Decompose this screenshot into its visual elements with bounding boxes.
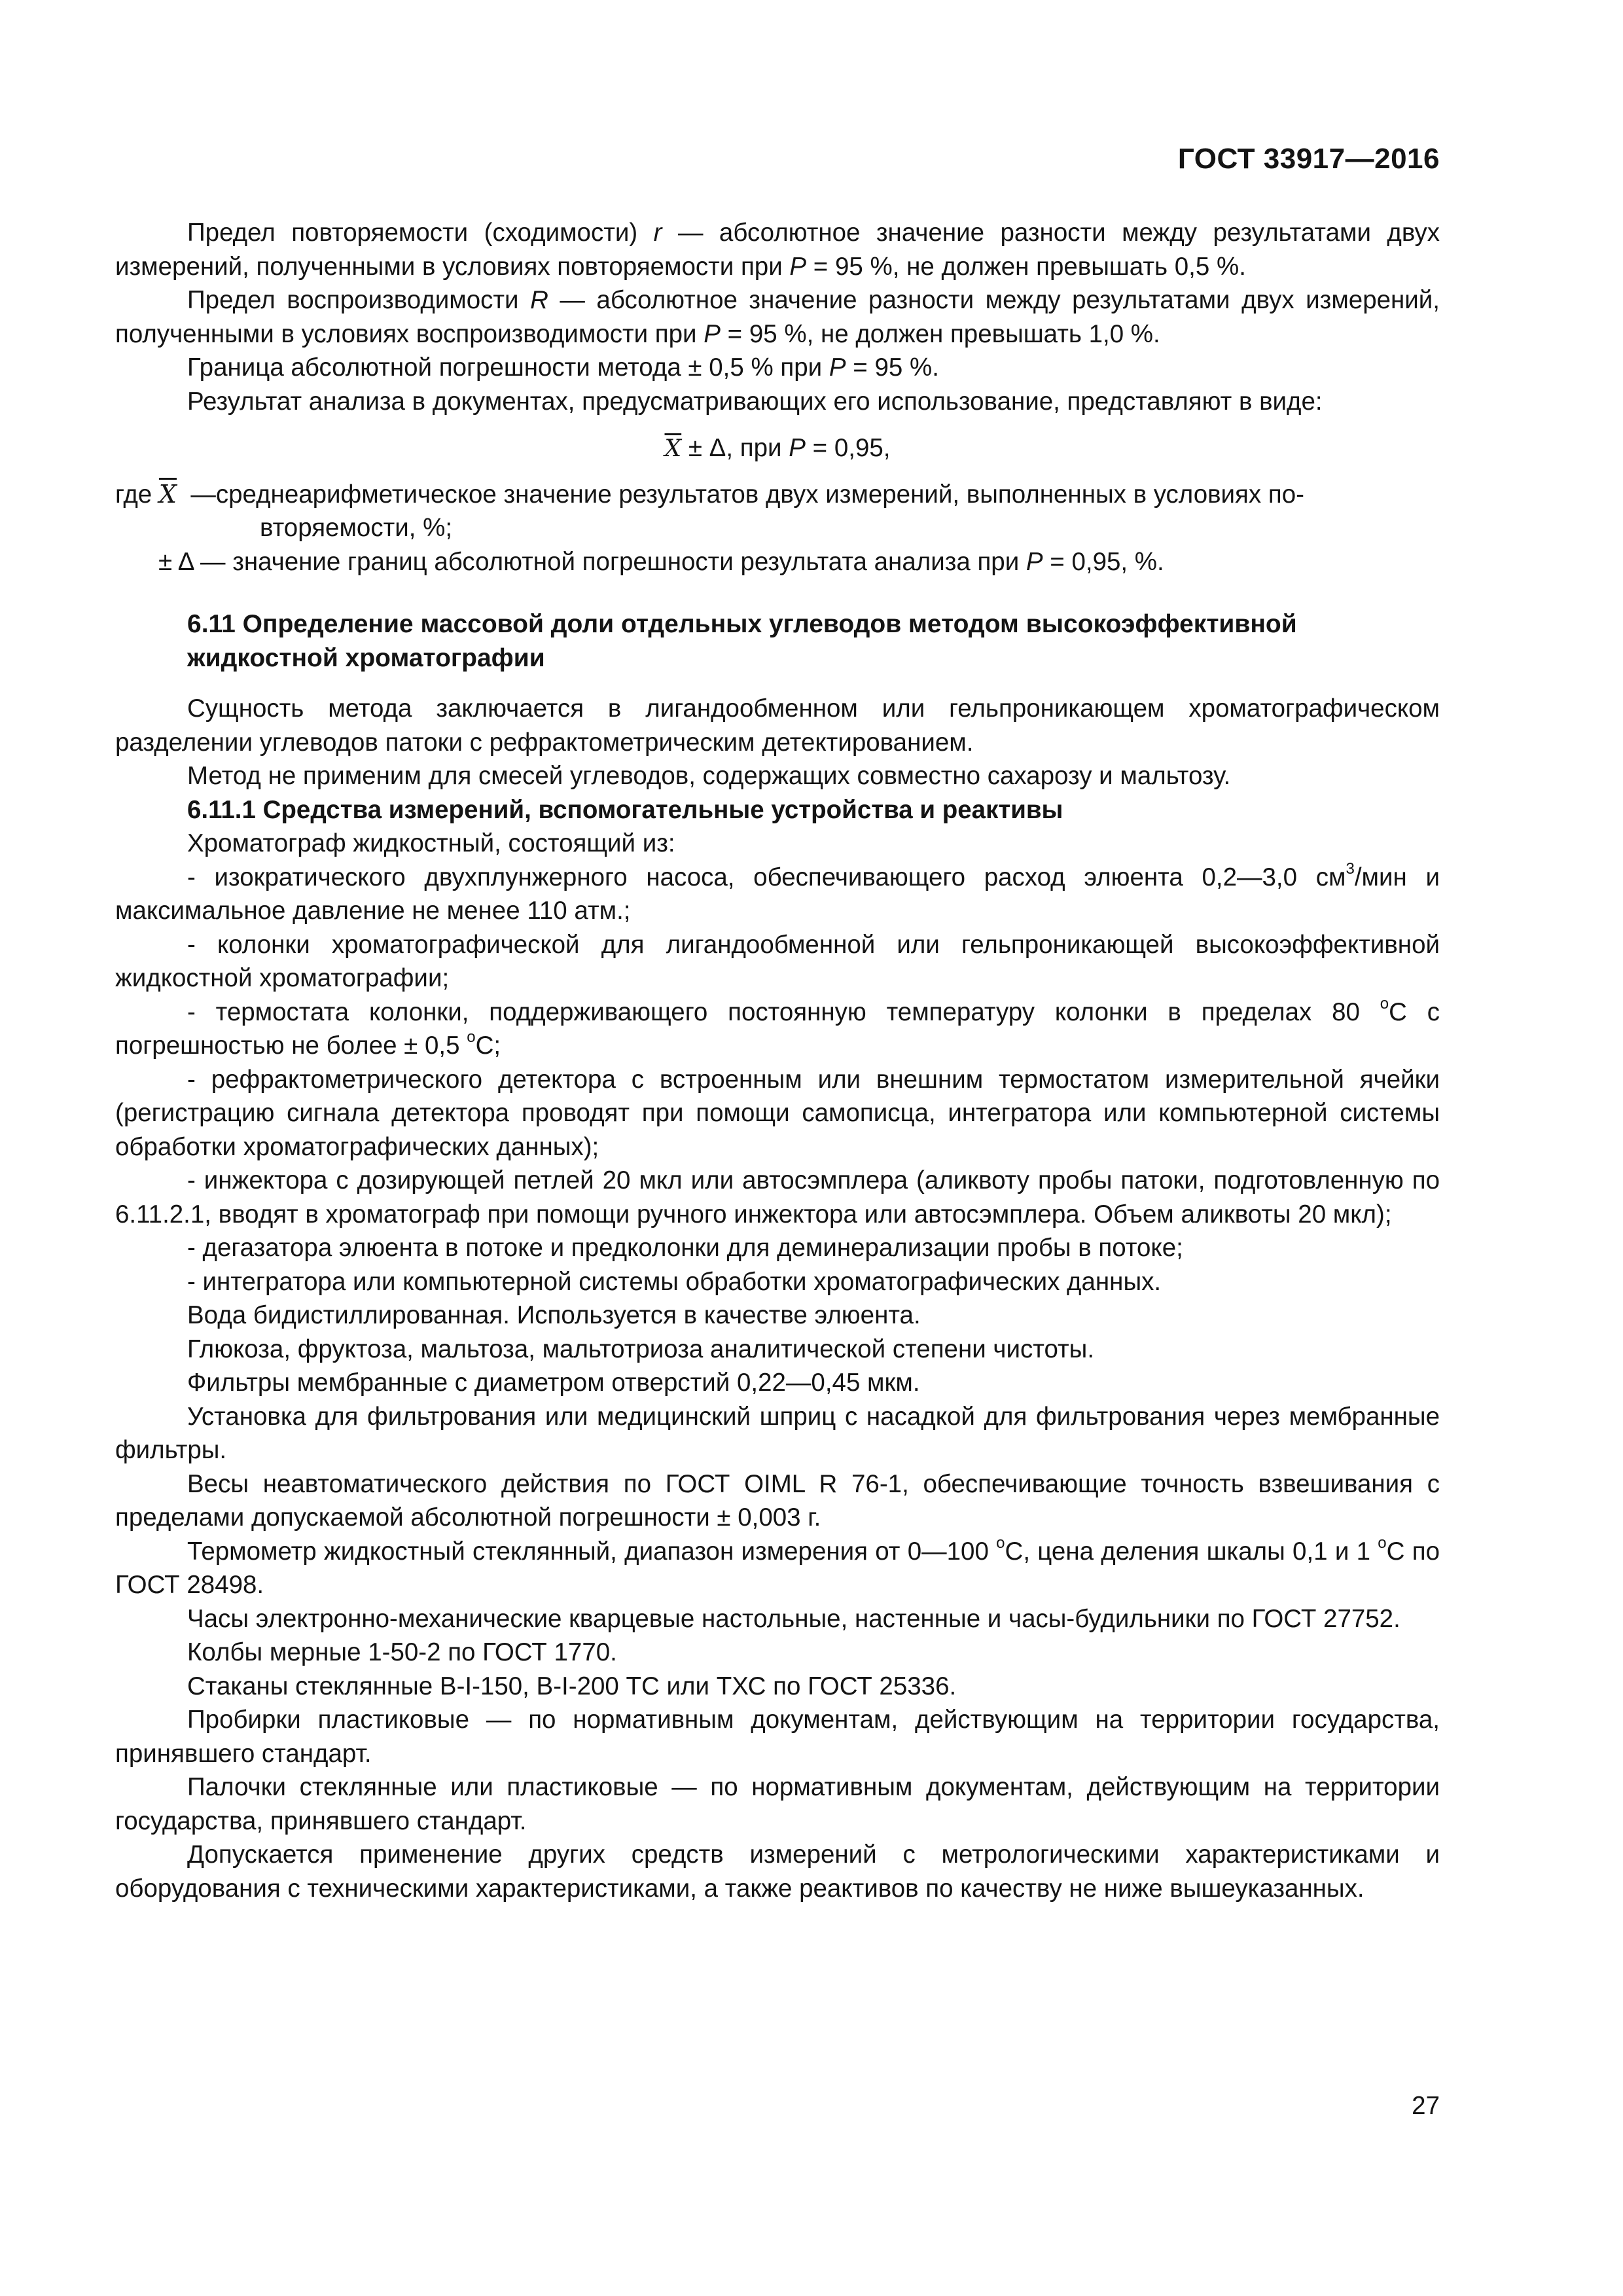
subsection-title-6-11-1: 6.11.1 Средства измерений, вспомогательные устройства и реактивы: [187, 795, 1063, 824]
definition-x-bar: где $\overline{X}$ — среднеарифметическое значение результатов двух измерений, выполненных в условиях по-: [115, 479, 1304, 509]
list-item-degasser: - дегазатора элюента в потоке и предколонки для деминерализации пробы в потоке;: [187, 1234, 1183, 1262]
paragraph-scales: Весы неавтоматического действия по ГОСТ OIML R 76-1, обеспечивающие точность взвешивания с пределами допускаемой абсолютной погрешности ± 0,003 г.: [115, 1469, 1440, 1532]
paragraph-beakers: Стаканы стеклянные В-I-150, В-I-200 ТС или ТХС по ГОСТ 25336.: [187, 1672, 957, 1700]
formula-definitions: [115, 478, 1440, 579]
list-item-pump: - изократического двухплунжерного насоса, обеспечивающего расход элюента 0,2—3,0 $см^3$/мин и максимальное давление не менее 110 атм.;: [115, 859, 1440, 925]
list-item-column: - колонки хроматографической для лигандообменной или гельпроникающей высокоэффективной жидкостной хроматографии;: [115, 930, 1440, 992]
paragraph-repeatability: Предел повторяемости (сходимости) r — абсолютное значение разности между результатами двух измерений, полученными в условиях повторяемости при P = 95 %, не должен превышать 0,5 %.: [115, 219, 1440, 281]
paragraph-chromatograph: Хроматограф жидкостный, состоящий из:: [187, 829, 675, 857]
page-number: 27: [1412, 2092, 1440, 2120]
section-title-6-11: 6.11 Определение массовой доли отдельных углеводов методом высокоэффективной жидкостной хроматографии: [187, 610, 1297, 672]
paragraph-sticks: Палочки стеклянные или пластиковые — по нормативным документам, действующим на территории государства, принявшего стандарт.: [115, 1773, 1440, 1835]
paragraph-thermometer: Термометр жидкостный стеклянный, диапазон измерения от 0—100 $^о$С, цена деления шкалы 0,1 и 1 $^о$С по ГОСТ 28498.: [115, 1534, 1440, 1599]
document-page: [115, 0, 1440, 2296]
paragraph-error-limit: Граница абсолютной погрешности метода ± 0,5 % при P = 95 %.: [187, 353, 939, 382]
paragraph-filters: Фильтры мембранные с диаметром отверстий 0,22—0,45 мкм.: [187, 1369, 920, 1397]
paragraph-flasks: Колбы мерные 1-50-2 по ГОСТ 1770.: [187, 1638, 617, 1666]
paragraph-water: Вода бидистиллированная. Используется в качестве элюента.: [187, 1301, 921, 1329]
paragraph-test-tubes: Пробирки пластиковые — по нормативным документам, действующим на территории государства, принявшего стандарт.: [115, 1706, 1440, 1768]
definition-x-bar-cont: вторяемости, %;: [260, 514, 453, 542]
document-body: [115, 216, 1440, 1905]
paragraph-method-limitation: Метод не применим для смесей углеводов, содержащих совместно сахарозу и мальтозу.: [187, 762, 1231, 790]
list-item-thermostat: - термостата колонки, поддерживающего постоянную температуру колонки в пределах 80 $^о$С с погрешностью не более ± 0,5 $^о$С;: [115, 994, 1440, 1060]
x-bar-symbol: $\overline{X}$: [158, 479, 177, 509]
definition-delta: ± Δ — значение границ абсолютной погрешности результата анализа при P = 0,95, %.: [158, 547, 1164, 576]
document-header: ГОСТ 33917—2016: [1177, 143, 1440, 175]
x-bar-symbol: $\overline{X}$: [664, 435, 682, 462]
paragraph-method-essence: Сущность метода заключается в лигандообменном или гельпроникающем хроматографическом разделении углеводов патоки с рефрактометрическим детектированием.: [115, 694, 1440, 757]
list-item-integrator: - интегратора или компьютерной системы обработки хроматографических данных.: [187, 1267, 1162, 1296]
paragraph-sugars: Глюкоза, фруктоза, мальтоза, мальтотриоза аналитической степени чистоты.: [187, 1335, 1095, 1363]
paragraph-filtration: Установка для фильтрования или медицинский шприц с насадкой для фильтрования через мембранные фильтры.: [115, 1402, 1440, 1464]
list-item-detector: - рефрактометрического детектора с встроенным или внешним термостатом измерительной ячейки (регистрацию сигнала детектора проводят при помощи самописца, интегратора или компьютерной системы обработки хроматографических данных);: [115, 1065, 1440, 1161]
paragraph-alternatives: Допускается применение других средств измерений с метрологическими характеристиками и оборудования с техническими характеристиками, а также реактивов по качеству не ниже вышеуказанных.: [115, 1840, 1440, 1903]
paragraph-result-format: Результат анализа в документах, предусматривающих его использование, представляют в виде:: [187, 387, 1323, 416]
list-item-injector: - инжектора с дозирующей петлей 20 мкл или автосэмплера (аликвоту пробы патоки, подготовленную по 6.11.2.1, вводят в хроматограф при помощи ручного инжектора или автосэмплера. Объем аликвоты 20 мкл);: [115, 1166, 1440, 1229]
result-formula: $\overline{X} \pm \Delta$, при P = 0,95,: [664, 434, 891, 462]
paragraph-reproducibility: Предел воспроизводимости R — абсолютное значение разности между результатами двух измерений, полученными в условиях воспроизводимости при P = 95 %, не должен превышать 1,0 %.: [115, 286, 1440, 348]
paragraph-clock: Часы электронно-механические кварцевые настольные, настенные и часы-будильники по ГОСТ 27752.: [187, 1604, 1400, 1633]
